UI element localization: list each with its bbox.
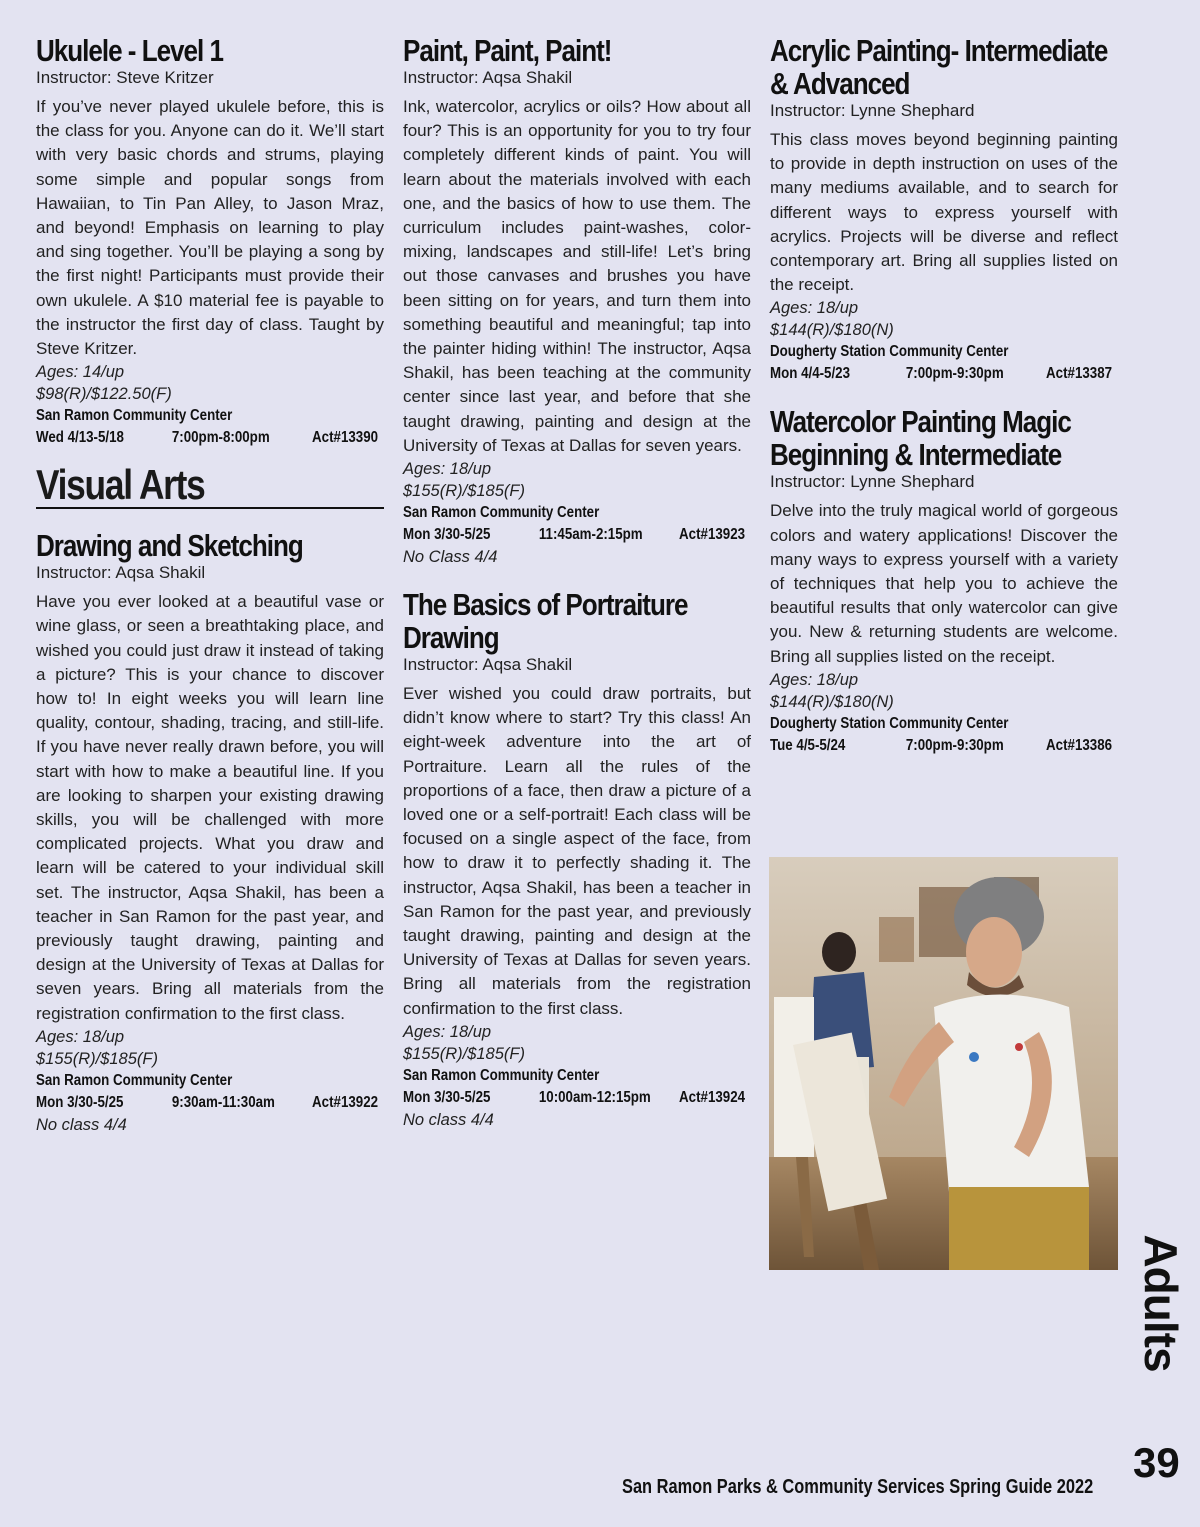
watercolor-instructor: Instructor: Lynne Shephard [770,472,975,492]
ukulele-instructor: Instructor: Steve Kritzer [36,68,214,87]
paint-instructor: Instructor: Aqsa Shakil [403,68,573,87]
acrylic-description: This class moves beyond beginning painting to provide in depth instruction on uses of the many mediums available, and to search for different ways to express yourself with acrylics. Projects will be diverse and reflect contemporary art. Bring all supplies listed on the receipt. [770,130,1118,295]
drawing-note: No class 4/4 [36,1115,127,1134]
drawing-act: Act#13922 [312,1093,379,1111]
portraiture-schedule [403,1087,750,1109]
ukulele-time: 7:00pm-8:00pm [171,429,270,447]
paint-description: Ink, watercolor, acrylics or oils? How about all four? This is an opportunity for you to try four completely different kinds of paint. You will learn about the materials involved with each one, and the basics of how to use them. The curriculum includes paint-washes, color-mixing, landscapes and still-life! Let’s bring out those canvases and brushes you have been sitting on for years, and turn them into something beautiful and meaningful; tap into the painter hiding within! The instructor, Aqsa Shakil, has been teaching at the community center since last year, and before that she taught drawing, painting and design at the University of Texas at Dallas for seven years. [403,97,751,455]
ukulele-description: If you’ve never played ukulele before, this is the class for you. Anyone can do it. We’ll start with very basic chords and strums, playing some simple and popular songs from Hawaiian, to Tin Pan Alley, to Jason Mraz, and beyond! Emphasis on learning to play and sing together. You’ll be playing a song by the first night! Participants must provide their own ukulele. A $10 material fee is payable to the instructor the first day of class. Taught by Steve Kritzer. [36,97,384,359]
portraiture-dates: Mon 3/30-5/25 [403,1088,491,1106]
portraiture-ages: Ages: 18/up [403,1022,492,1041]
ukulele-title: Ukulele - Level 1 [36,33,223,68]
column-3 [770,34,1118,757]
portraiture-time: 10:00am-12:15pm [538,1088,651,1106]
drawing-title: Drawing and Sketching [36,528,303,564]
paint-location: San Ramon Community Center [403,504,600,522]
drawing-instructor: Instructor: Aqsa Shakil [36,563,206,583]
ukulele-act: Act#13390 [312,429,379,447]
watercolor-fee: $144(R)/$180(N) [770,692,894,711]
section-heading-visual-arts: Visual Arts [36,463,384,509]
drawing-dates: Mon 3/30-5/25 [36,1093,124,1111]
drawing-location: San Ramon Community Center [36,1071,233,1089]
acrylic-location: Dougherty Station Community Center [770,343,1009,361]
page-number: 39 [1133,1439,1180,1486]
watercolor-description: Delve into the truly magical world of gorgeous colors and watery applications! Discover the many ways to express yourself with a variety of techniques that help you to achieve the beautiful results that only watercolor can give you. New & returning students are welcome. Bring all supplies listed on the receipt. [770,501,1118,666]
watercolor-ages: Ages: 18/up [770,670,859,689]
watercolor-title: Watercolor Painting Magic Beginning & Intermediate [770,404,1071,473]
column-2 [403,34,751,1131]
section-tab-adults [1136,1228,1186,1378]
ukulele-ages: Ages: 14/up [36,363,125,382]
painting-class-photo [769,857,1118,1270]
ukulele-fee: $98(R)/$122.50(F) [36,385,172,404]
acrylic-act: Act#13387 [1046,365,1113,383]
acrylic-title: Acrylic Painting- Intermediate & Advanced [770,33,1108,101]
paint-time: 11:45am-2:15pm [538,526,643,544]
portraiture-note: No class 4/4 [403,1110,494,1129]
drawing-schedule [36,1092,383,1114]
drawing-description: Have you ever looked at a beautiful vase or wine glass, or seen a breathtaking place, and wished you could just draw it instead of taking a picture? This is your chance to discover how to! In eight weeks you will learn line quality, contour, shading, tracing, and still-life. If you have never really drawn before, you will start with how to make a beautiful line. If you are looking to sharpen your existing drawing skills, you will be challenged with more complicated projects. What you draw and learn will be catered to your individual skill set. The instructor, Aqsa Shakil, has been a teacher in San Ramon for the past year, and previously taught drawing, painting and design at the University of Texas at Dallas for seven years. Bring all materials from the registration confirmation to the first class. [36,592,384,1023]
acrylic-dates: Mon 4/4-5/23 [770,365,851,383]
acrylic-time: 7:00pm-9:30pm [905,365,1004,383]
paint-ages: Ages: 18/up [403,460,492,479]
ukulele-location: San Ramon Community Center [36,407,233,425]
portraiture-location: San Ramon Community Center [403,1066,600,1084]
acrylic-fee: $144(R)/$180(N) [770,321,894,340]
paint-schedule [403,524,750,546]
watercolor-act: Act#13386 [1046,736,1113,754]
portraiture-fee: $155(R)/$185(F) [403,1044,525,1063]
paint-dates: Mon 3/30-5/25 [403,526,491,544]
ukulele-dates: Wed 4/13-5/18 [36,429,124,447]
paint-fee: $155(R)/$185(F) [403,482,525,501]
drawing-time: 9:30am-11:30am [171,1093,275,1111]
portraiture-description: Ever wished you could draw portraits, but didn’t know where to start? Try this class! An eight-week adventure into the art of Portraiture. Learn all the rules of the proportions of a face, then draw a picture of a loved one or a self-portrait! Each class will be focused on a single aspect of the face, from how to draw it to perfectly shading it. The instructor, Aqsa Shakil, has been a teacher in San Ramon for the past year, and previously taught drawing, painting and design at the University of Texas at Dallas for seven years. Bring all materials from the registration confirmation to the first class. [403,684,751,1018]
column-1 [36,34,384,1136]
acrylic-ages: Ages: 18/up [770,299,859,318]
watercolor-dates: Tue 4/5-5/24 [770,736,846,754]
painter-illustration [769,857,1118,1270]
watercolor-time: 7:00pm-9:30pm [905,736,1004,754]
watercolor-schedule [770,735,1117,757]
footer-publication: San Ramon Parks & Community Services Spring Guide 2022 [622,1476,1094,1498]
portraiture-instructor: Instructor: Aqsa Shakil [403,655,573,675]
paint-title: Paint, Paint, Paint! [403,33,612,68]
portraiture-title: The Basics of Portraiture Drawing [403,587,688,656]
drawing-fee: $155(R)/$185(F) [36,1049,158,1068]
acrylic-schedule [770,363,1117,385]
portraiture-act: Act#13924 [679,1088,746,1106]
paint-note: No Class 4/4 [403,548,498,567]
drawing-ages: Ages: 18/up [36,1027,125,1046]
section-tab-label: Adults [1135,1234,1187,1372]
acrylic-instructor: Instructor: Lynne Shephard [770,101,975,120]
paint-act: Act#13923 [679,526,746,544]
watercolor-location: Dougherty Station Community Center [770,714,1009,732]
ukulele-schedule [36,427,383,449]
